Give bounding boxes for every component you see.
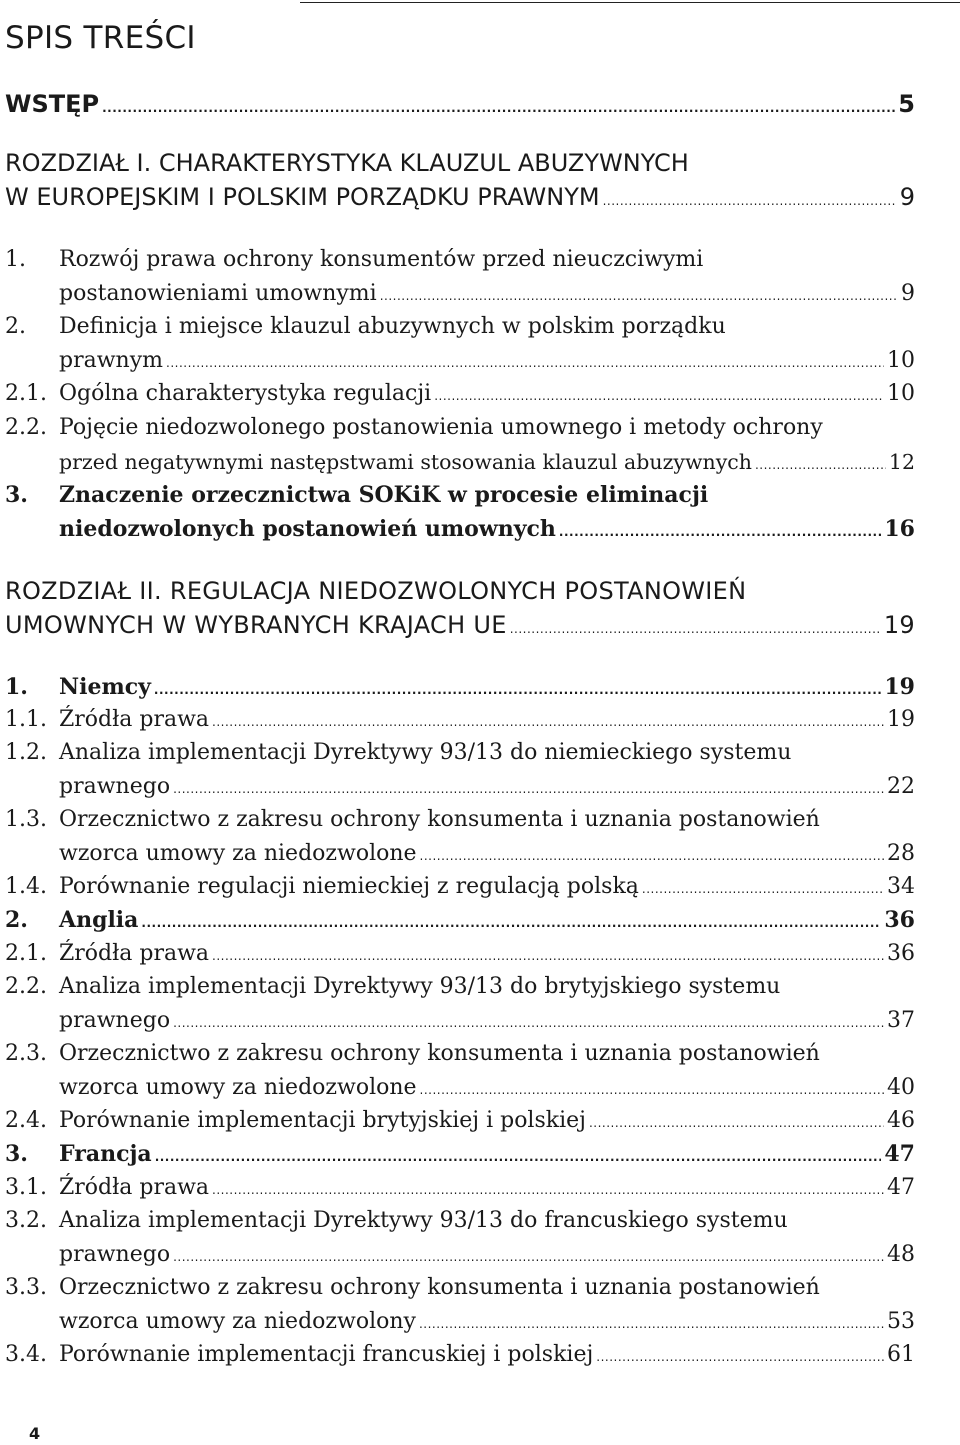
- toc-entry-2-2-1[interactable]: [5, 937, 915, 973]
- toc-entry-2-2-2[interactable]: [5, 970, 915, 1004]
- dot-leader: [434, 379, 884, 413]
- toc-entry-page: 47: [887, 1175, 915, 1200]
- toc-entry-number: 3.: [5, 482, 28, 508]
- toc-entry-text: postanowieniami umownymi: [59, 281, 377, 306]
- toc-entry-2-2[interactable]: [5, 903, 915, 940]
- dot-leader: [589, 1106, 884, 1140]
- toc-entry-2-3-2-cont[interactable]: [5, 1238, 915, 1274]
- toc-entry-text: Orzecznictwo z zakresu ochrony konsumenta i uznania postanowień: [59, 807, 820, 832]
- toc-entry-text: wzorca umowy za niedozwolony: [59, 1309, 416, 1334]
- toc-entry-text: UMOWNYCH W WYBRANYCH KRAJACH UE: [5, 611, 507, 639]
- toc-entry-2-3-3[interactable]: [5, 1271, 915, 1305]
- toc-entry-page: 16: [884, 516, 915, 542]
- dot-leader: [141, 906, 881, 940]
- toc-entry-text: niedozwolonych postanowień umownych: [59, 516, 556, 542]
- toc-entry-page: 46: [887, 1108, 915, 1133]
- toc-entry-2-1-3-cont[interactable]: [5, 837, 915, 873]
- toc-entry-2-1-2-cont[interactable]: [5, 770, 915, 806]
- toc-entry-2-3-3-cont[interactable]: [5, 1305, 915, 1341]
- toc-entry-page: 47: [884, 1141, 915, 1167]
- toc-entry-text: Orzecznictwo z zakresu ochrony konsumenta i uznania postanowień: [59, 1275, 820, 1300]
- toc-entry-text: wzorca umowy za niedozwolone: [59, 1075, 417, 1100]
- dot-leader: [510, 612, 881, 646]
- dot-leader: [154, 673, 881, 707]
- toc-entry-text: Źródła prawa: [59, 707, 210, 732]
- toc-entry-text: Analiza implementacji Dyrektywy 93/13 do francuskiego systemu: [59, 1208, 788, 1233]
- toc-entry-text: WSTĘP: [5, 90, 100, 118]
- toc-entry-number: 2.2.: [5, 415, 47, 440]
- dot-leader: [596, 1340, 884, 1374]
- page-number: 4: [29, 1424, 41, 1443]
- dot-leader: [102, 91, 895, 125]
- dot-leader: [419, 1307, 884, 1341]
- toc-entry-2-3-2[interactable]: [5, 1204, 915, 1238]
- toc-entry-number: 1.4.: [5, 874, 47, 899]
- toc-entry-text: Porównanie regulacji niemieckiej z regulacją polską: [59, 874, 639, 899]
- toc-entry-page: 36: [884, 907, 915, 933]
- toc-entry-chapter-1[interactable]: [5, 146, 915, 180]
- dot-leader: [155, 1140, 882, 1174]
- dot-leader: [420, 1073, 884, 1107]
- dot-leader: [380, 279, 898, 313]
- toc-entry-2-1-2[interactable]: [5, 736, 915, 770]
- toc-entry-2-1[interactable]: [5, 670, 915, 707]
- toc-entry-text: prawnym: [59, 348, 164, 373]
- toc-entry-1-1[interactable]: [5, 243, 915, 277]
- dot-leader: [166, 346, 884, 380]
- toc-entry-number: 1.: [5, 674, 28, 700]
- toc-entry-number: 3.2.: [5, 1208, 47, 1233]
- toc-entry-page: 40: [887, 1075, 915, 1100]
- toc-entry-number: 2.1.: [5, 381, 47, 406]
- toc-entry-text: prawnego: [59, 1008, 171, 1033]
- toc-entry-number: 3.4.: [5, 1342, 47, 1367]
- toc-entry-page: 19: [883, 611, 915, 639]
- toc-entry-2-1-1[interactable]: [5, 703, 915, 739]
- dot-leader: [212, 705, 884, 739]
- toc-entry-1-2-cont[interactable]: [5, 344, 915, 380]
- toc-entry-page: 19: [884, 674, 915, 700]
- toc-entry-text: Orzecznictwo z zakresu ochrony konsumenta i uznania postanowień: [59, 1041, 820, 1066]
- toc-entry-1-2-2-cont[interactable]: [5, 445, 915, 482]
- toc-entry-1-2-2[interactable]: [5, 411, 915, 445]
- toc-title: SPIS TREŚCI: [5, 20, 196, 56]
- toc-entry-page: 53: [887, 1309, 915, 1334]
- toc-entry-1-3[interactable]: [5, 478, 915, 512]
- toc-entry-text: Źródła prawa: [59, 1175, 210, 1200]
- dot-leader: [173, 1240, 884, 1274]
- toc-entry-text: Źródła prawa: [59, 941, 210, 966]
- toc-entry-number: 1.2.: [5, 740, 47, 765]
- toc-entry-text: Ogólna charakterystyka regulacji: [59, 381, 432, 406]
- toc-entry-text: Niemcy: [59, 674, 151, 700]
- top-rule: [300, 2, 960, 3]
- dot-leader: [559, 515, 881, 549]
- toc-entry-text: Porównanie implementacji brytyjskiej i polskiej: [59, 1108, 586, 1133]
- toc-entry-text: ROZDZIAŁ II. REGULACJA NIEDOZWOLONYCH POSTANOWIEŃ: [5, 577, 747, 605]
- toc-entry-page: 10: [887, 381, 915, 406]
- toc-entry-text: prawnego: [59, 774, 171, 799]
- dot-leader: [173, 1006, 884, 1040]
- toc-entry-page: 12: [888, 450, 915, 474]
- toc-entry-introduction[interactable]: [5, 87, 915, 125]
- toc-entry-2-1-3[interactable]: [5, 803, 915, 837]
- toc-entry-number: 2.2.: [5, 974, 47, 999]
- toc-entry-page: 19: [887, 707, 915, 732]
- toc-entry-number: 1.1.: [5, 707, 47, 732]
- toc-entry-2-2-3-cont[interactable]: [5, 1071, 915, 1107]
- toc-entry-text: Porównanie implementacji francuskiej i polskiej: [59, 1342, 594, 1367]
- toc-entry-chapter-2[interactable]: [5, 574, 915, 608]
- toc-entry-chapter-1-cont[interactable]: [5, 180, 915, 218]
- toc-entry-number: 2.1.: [5, 941, 47, 966]
- toc-entry-number: 3.: [5, 1141, 28, 1167]
- toc-entry-text: przed negatywnymi następstwami stosowania klauzul abuzywnych: [59, 450, 752, 474]
- toc-entry-2-2-3[interactable]: [5, 1037, 915, 1071]
- toc-entry-text: Analiza implementacji Dyrektywy 93/13 do niemieckiego systemu: [59, 740, 792, 765]
- toc-entry-page: 10: [887, 348, 915, 373]
- toc-entry-1-2[interactable]: [5, 310, 915, 344]
- toc-entry-1-2-1[interactable]: [5, 377, 915, 413]
- toc-entry-chapter-2-cont[interactable]: [5, 608, 915, 646]
- toc-entry-2-1-4[interactable]: [5, 870, 915, 906]
- toc-entry-number: 3.3.: [5, 1275, 47, 1300]
- toc-entry-page: 48: [887, 1242, 915, 1267]
- toc-entry-page: 34: [887, 874, 915, 899]
- toc-entry-2-3[interactable]: [5, 1137, 915, 1174]
- toc-entry-page: 61: [887, 1342, 915, 1367]
- toc-entry-text: prawnego: [59, 1242, 171, 1267]
- toc-entry-number: 2.3.: [5, 1041, 47, 1066]
- toc-entry-text: Analiza implementacji Dyrektywy 93/13 do brytyjskiego systemu: [59, 974, 781, 999]
- toc-entry-2-3-1[interactable]: [5, 1171, 915, 1207]
- toc-entry-text: ROZDZIAŁ I. CHARAKTERYSTYKA KLAUZUL ABUZYWNYCH: [5, 149, 689, 177]
- toc-entry-number: 2.4.: [5, 1108, 47, 1133]
- dot-leader: [642, 872, 884, 906]
- toc-entry-2-3-4[interactable]: [5, 1338, 915, 1374]
- toc-entry-number: 2.: [5, 907, 28, 933]
- dot-leader: [212, 1173, 884, 1207]
- dot-leader: [755, 448, 886, 482]
- toc-entry-page: 36: [887, 941, 915, 966]
- toc-entry-page: 37: [887, 1008, 915, 1033]
- toc-entry-2-2-2-cont[interactable]: [5, 1004, 915, 1040]
- dot-leader: [603, 184, 897, 218]
- toc-entry-2-2-4[interactable]: [5, 1104, 915, 1140]
- toc-entry-text: Definicja i miejsce klauzul abuzywnych w polskim porządku: [59, 314, 726, 339]
- toc-entry-text: Anglia: [59, 907, 139, 933]
- toc-entry-text: W EUROPEJSKIM I POLSKIM PORZĄDKU PRAWNYM: [5, 183, 600, 211]
- toc-entry-text: Francja: [59, 1141, 152, 1167]
- toc-entry-number: 1.: [5, 247, 26, 272]
- dot-leader: [420, 839, 884, 873]
- toc-entry-text: Rozwój prawa ochrony konsumentów przed nieuczciwymi: [59, 247, 704, 272]
- toc-entry-text: Znaczenie orzecznictwa SOKiK w procesie eliminacji: [59, 482, 709, 508]
- toc-entry-number: 1.3.: [5, 807, 47, 832]
- toc-entry-page: 22: [887, 774, 915, 799]
- toc-entry-text: wzorca umowy za niedozwolone: [59, 841, 417, 866]
- toc-entry-text: Pojęcie niedozwolonego postanowienia umownego i metody ochrony: [59, 415, 823, 440]
- toc-entry-page: 9: [901, 281, 915, 306]
- dot-leader: [173, 772, 884, 806]
- toc-entry-page: 5: [898, 90, 915, 118]
- toc-entry-number: 3.1.: [5, 1175, 47, 1200]
- toc-entry-1-1-cont[interactable]: [5, 277, 915, 313]
- toc-entry-page: 9: [899, 183, 915, 211]
- toc-entry-number: 2.: [5, 314, 26, 339]
- toc-entry-page: 28: [887, 841, 915, 866]
- toc-entry-1-3-cont[interactable]: [5, 512, 915, 549]
- dot-leader: [212, 939, 884, 973]
